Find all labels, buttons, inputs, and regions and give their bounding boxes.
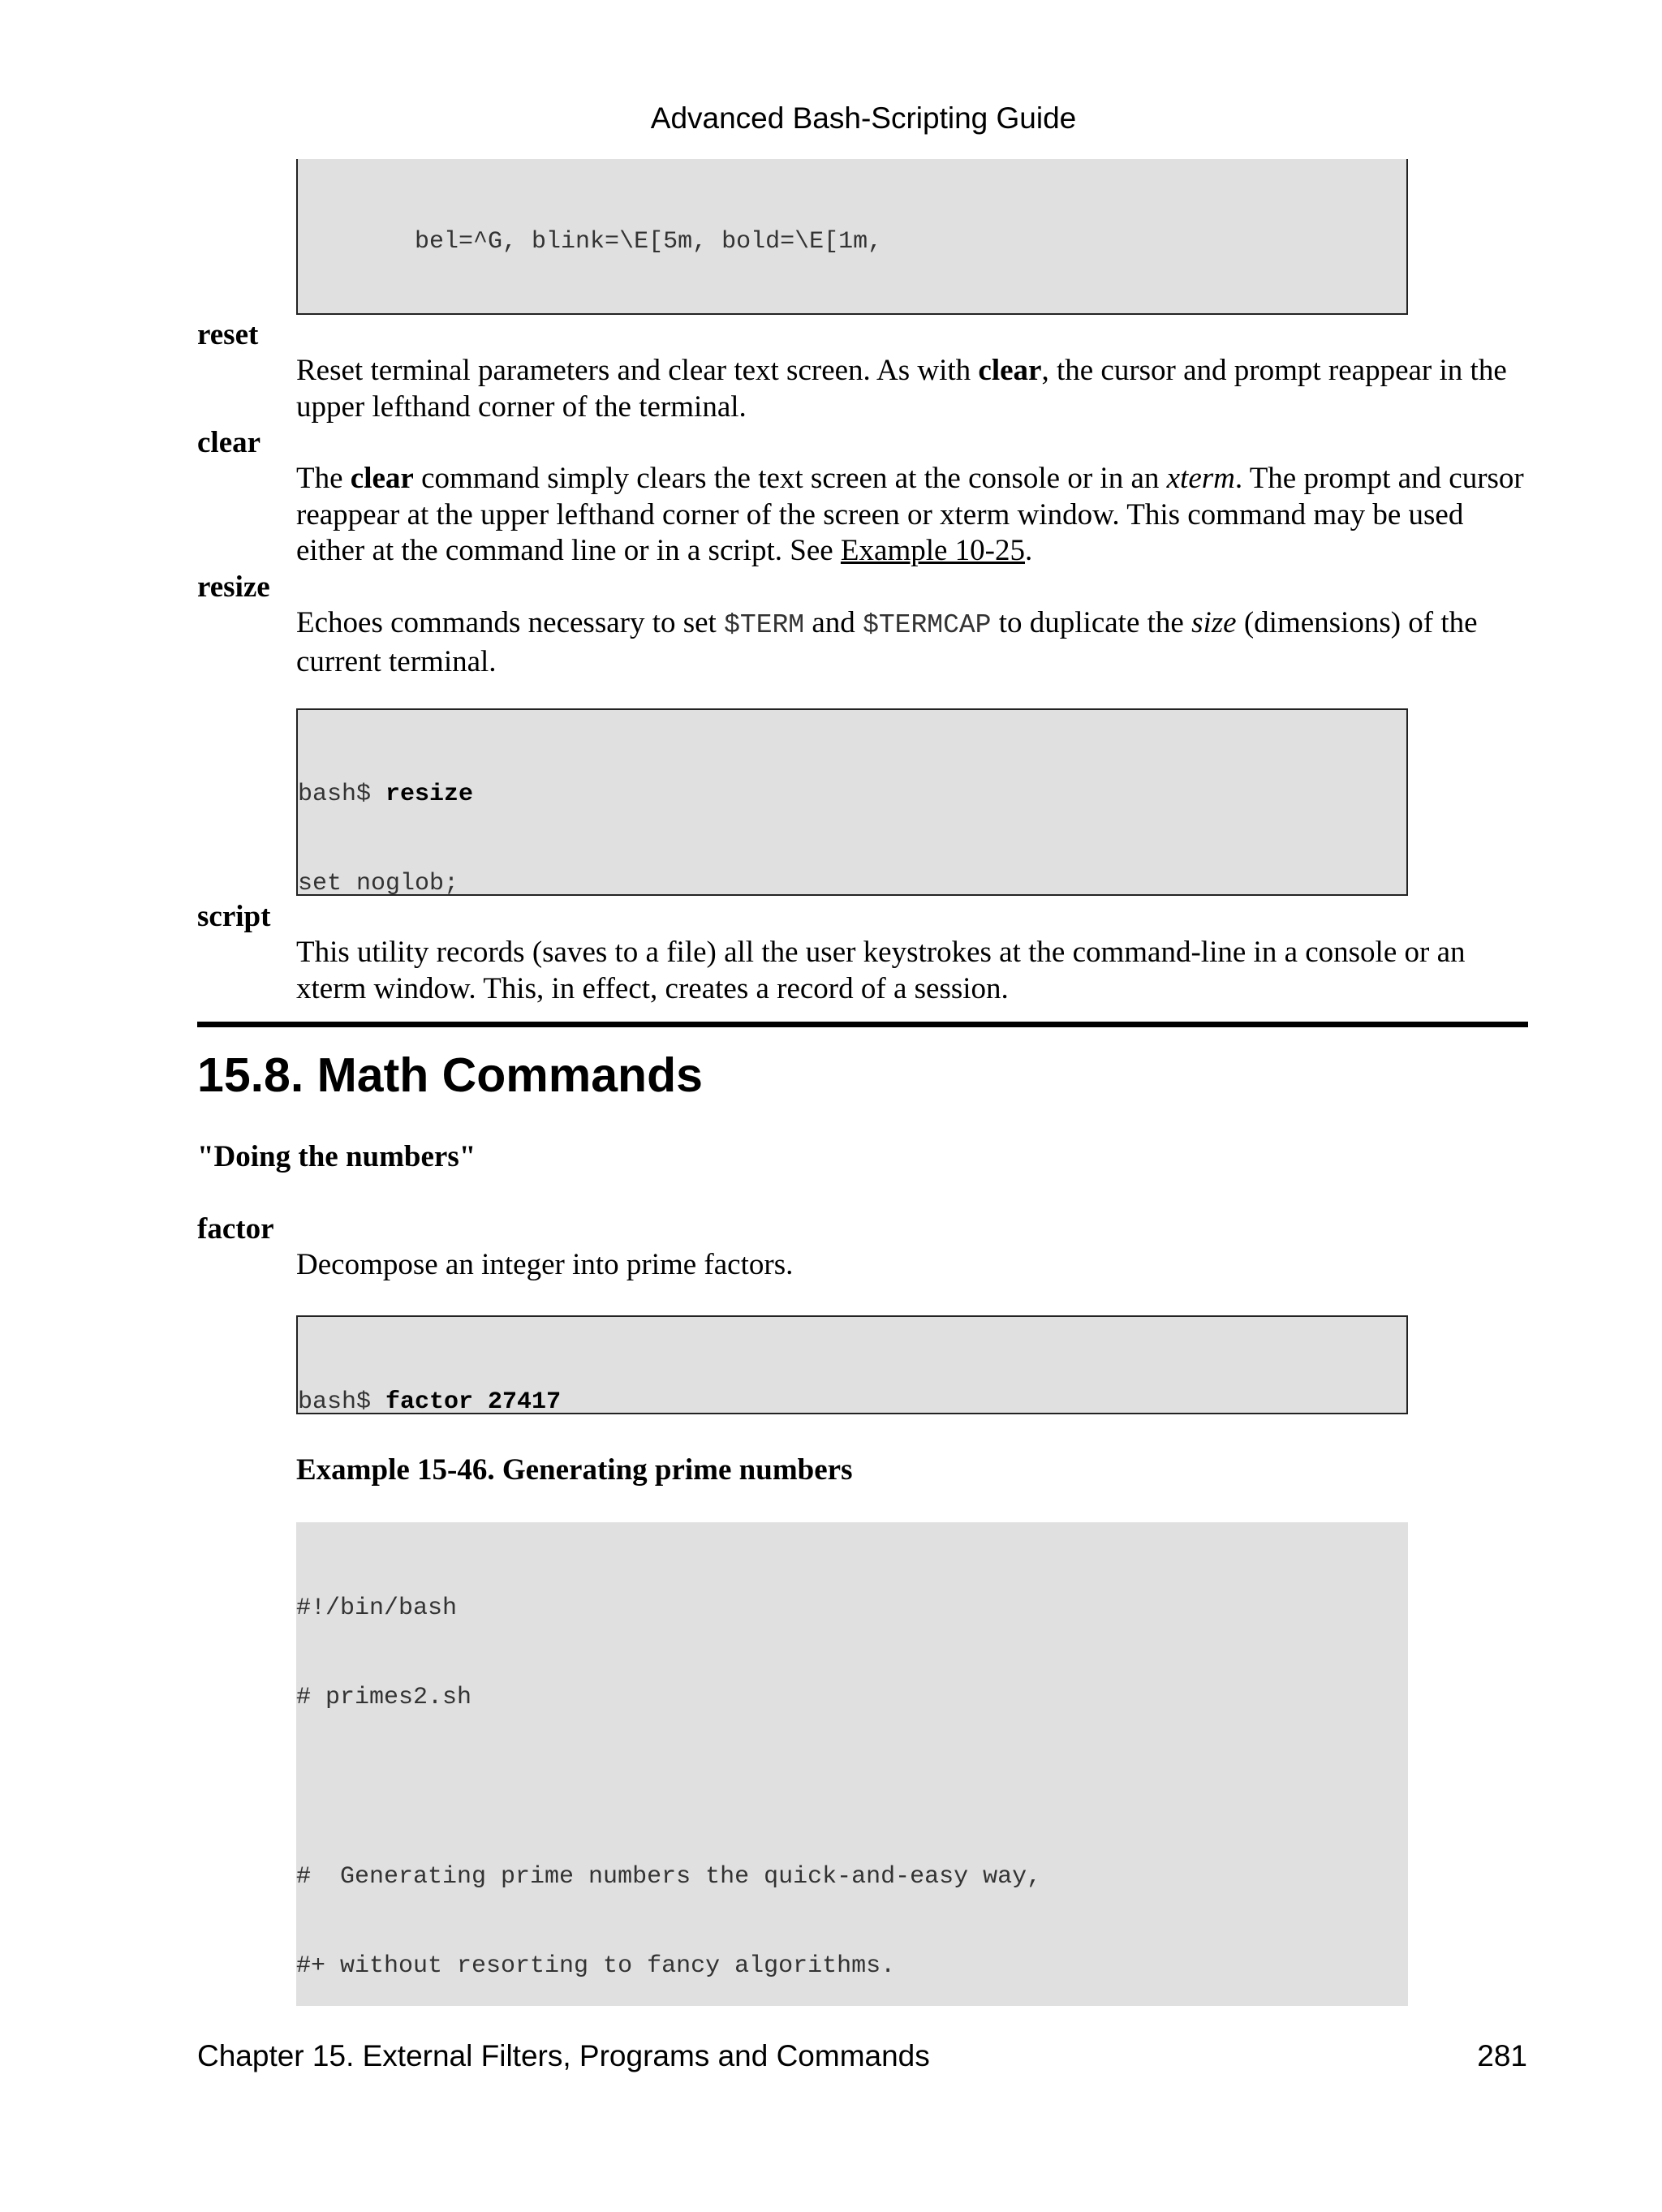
script-description [296, 935, 1530, 1007]
clear-description [296, 461, 1530, 570]
running-header: Advanced Bash-Scripting Guide [650, 101, 1077, 135]
clear-desc-line-2: reappear at the upper lefthand corner of the screen or xterm window. This command may be used [296, 497, 1464, 531]
script-desc-line-1: This utility records (saves to a file) all the user keystrokes at the command-line in a console or an [296, 936, 1466, 969]
section-title: 15.8. Math Commands [197, 1048, 703, 1102]
clear-desc-line-1 [296, 461, 1530, 497]
term-script: script [197, 900, 271, 933]
code-line-prompt [298, 1388, 1406, 1414]
example-10-25-link[interactable]: Example 10-25 [840, 534, 1025, 567]
text-run: Reset terminal parameters and clear text screen. As with [296, 354, 979, 387]
clear-desc-line-3 [296, 533, 1530, 570]
footer-page-number: 281 [1477, 2039, 1527, 2072]
text-run: . [1025, 534, 1033, 567]
term-factor: factor [197, 1212, 274, 1246]
text-run: either at the command line or in a script. See [296, 534, 841, 567]
code-line: # primes2.sh [296, 1683, 472, 1711]
code-line [296, 1772, 1408, 1802]
command-name-clear: clear [978, 354, 1042, 387]
resize-description [296, 605, 1530, 680]
typed-command: resize [385, 780, 474, 808]
section-epigraph: "Doing the numbers" [197, 1140, 476, 1173]
shell-prompt: bash$ [298, 1388, 386, 1414]
code-block-resize [296, 708, 1408, 896]
factor-desc-line-1: Decompose an integer into prime factors. [296, 1248, 794, 1281]
factor-description [296, 1247, 1530, 1284]
text-run: . The prompt and cursor [1234, 462, 1524, 495]
code-line: #+ without resorting to fancy algorithms. [296, 1952, 896, 1981]
text-run: The [296, 462, 351, 495]
typed-command: factor 27417 [385, 1388, 562, 1414]
env-var-termcap: $TERMCAP [863, 610, 992, 640]
code-line: set noglob; [298, 869, 459, 896]
text-run: to duplicate the [991, 606, 1192, 639]
env-var-term: $TERM [724, 610, 805, 640]
reset-desc-line-1 [296, 353, 1530, 389]
term-clear: clear [197, 426, 261, 459]
code-block-factor [296, 1315, 1408, 1414]
footer-chapter-title: Chapter 15. External Filters, Programs and Commands [197, 2039, 930, 2072]
command-name-clear: clear [350, 462, 414, 495]
code-line: bel=^G, blink=\E[5m, bold=\E[1m, [298, 227, 883, 256]
code-line: #!/bin/bash [296, 1594, 458, 1622]
text-run: command simply clears the text screen at the console or in an [413, 462, 1167, 495]
resize-desc-line-2: current terminal. [296, 644, 497, 678]
section-divider [197, 1022, 1528, 1027]
code-block-primes2 [296, 1522, 1408, 2006]
text-run: and [804, 606, 863, 639]
reset-desc-line-2: upper lefthand corner of the terminal. [296, 389, 747, 424]
script-desc-line-2: xterm window. This, in effect, creates a record of a session. [296, 971, 1009, 1005]
text-run: Echoes commands necessary to set [296, 606, 725, 639]
code-block-terminfo-tail [296, 159, 1408, 315]
code-line-prompt [298, 780, 1406, 810]
term-resize: resize [197, 570, 270, 604]
reset-description [296, 353, 1530, 425]
shell-prompt: bash$ [298, 780, 386, 808]
text-run: , the cursor and prompt reappear in the [1041, 354, 1507, 387]
term-xterm: xterm [1166, 462, 1235, 495]
term-size: size [1191, 606, 1237, 639]
text-run: (dimensions) of the [1236, 606, 1478, 639]
resize-desc-line-1 [296, 605, 1530, 644]
term-reset: reset [197, 318, 259, 351]
example-title: Example 15-46. Generating prime numbers [296, 1453, 853, 1487]
code-line: # Generating prime numbers the quick-and-easy way, [296, 1862, 1042, 1891]
